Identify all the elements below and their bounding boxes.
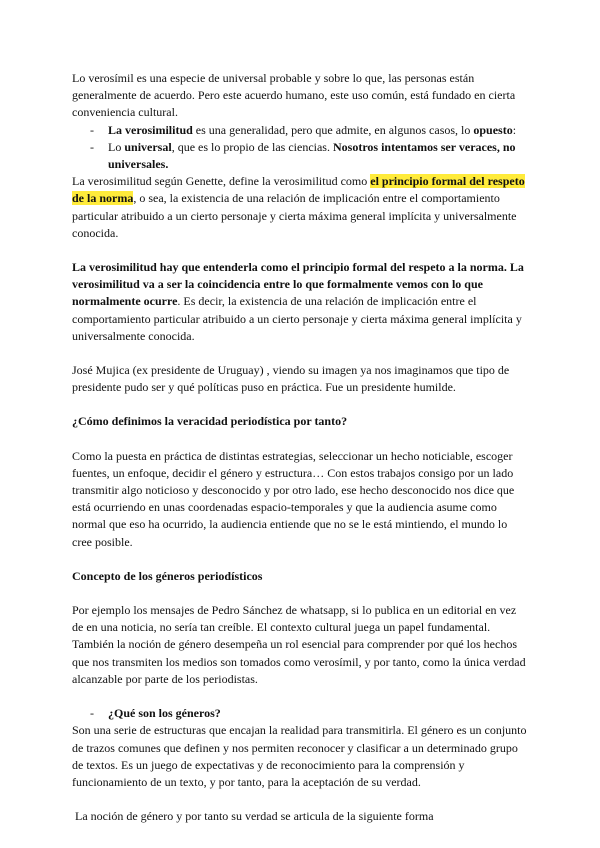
bullet-list-verosimilitud (72, 122, 528, 174)
paragraph-estrategias: Como la puesta en práctica de distintas estrategias, seleccionar un hecho noticiable, escoger fuentes, un enfoque, decidir el género y estructura… Con estos trabajos consigo por un lado transmitir algo noticioso y desconocido y por otro lado, ese hecho desconocido nos dice que está ocurriendo en unas coordenadas espacio-temporales y que la audiencia asume como normal que eso ha ocurrido, la audiencia entiende que no se le está mintiendo, el mundo lo cree posible. (72, 448, 515, 549)
list-item-text: , que es lo propio de las ciencias. (171, 139, 333, 154)
paragraph-nocion-genero: La noción de género y por tanto su verdad se articula de la siguiente forma (72, 809, 434, 824)
bold-term: universal (124, 139, 172, 154)
list-item-text: : (512, 122, 517, 137)
heading-veracidad (72, 413, 528, 430)
paragraph-genette (72, 173, 528, 242)
paragraph-text: , o sea, la existencia de una relación de implicación entre el comportamiento particular atribuido a un cierto personaje y cierta máxima general implícita y universalmente conocida. (72, 191, 517, 240)
paragraph-text: La verosimilitud según Genette, define la verosimilitud como (72, 174, 371, 189)
bullet-list-generos (72, 705, 528, 722)
list-item-text: es una generalidad, pero que admite, en algunos casos, lo (192, 122, 474, 137)
paragraph-mujica: José Mujica (ex presidente de Uruguay) , viendo su imagen ya nos imaginamos que tipo de presidente pudo ser y qué políticas puso en práctica. Fue un presidente humilde. (72, 363, 510, 395)
paragraph-pedro-sanchez: Por ejemplo los mensajes de Pedro Sánchez de whatsapp, si lo publica en un editorial en vez de en una noticia, no sería tan creíble. El contexto cultural juega un papel fundamental. También la noción de género desempeña un rol esencial para comprender por qué los hechos que nos transmiten los medios son tomados como verosímil, y por tanto, como la única verdad alcanzable por parte de los periodistas. (72, 603, 526, 686)
bold-term: ¿Qué son los géneros? (108, 706, 221, 721)
bold-term: La verosimilitud (108, 122, 193, 137)
paragraph-text: . Es decir, la existencia de una relación de implicación entre el comportamiento particular atribuido a un cierto personaje y cierta máxima general implícita y universalmente conocida. (72, 294, 522, 343)
list-item (108, 122, 528, 139)
bold-term: Nosotros intentamos ser veraces, no universales. (108, 139, 516, 172)
paragraph-verosimilitud-norma (72, 259, 528, 345)
list-item-text: Lo (108, 139, 125, 154)
list-item (108, 705, 528, 722)
list-item (108, 139, 528, 173)
heading-text: ¿Cómo definimos la veracidad periodística por tanto? (72, 414, 348, 429)
paragraph-definicion-generos: Son una serie de estructuras que encajan la realidad para transmitirla. El género es un conjunto de trazos comunes que definen y nos permiten reconocer y clasificar a un determinado grupo de textos. Es un juego de expectativas y de reconocimiento para la comprensión y funcionamiento de un texto, y por tanto, para la aceptación de su verdad. (72, 723, 527, 789)
heading-text: Concepto de los géneros periodísticos (72, 568, 263, 583)
bold-statement: La verosimilitud hay que entenderla como el principio formal del respeto a la norma. La verosimilitud va a ser la coincidencia entre lo que formalmente vemos con lo que normalmente ocurre (72, 260, 524, 309)
highlighted-text: el principio formal del respeto de la norma (72, 174, 525, 206)
heading-generos (72, 568, 528, 585)
bold-term: opuesto (473, 122, 513, 137)
paragraph-intro: Lo verosímil es una especie de universal probable y sobre lo que, las personas están generalmente de acuerdo. Pero este acuerdo humano, este uso común, está fundado en cierta conveniencia cultural. (72, 71, 516, 120)
